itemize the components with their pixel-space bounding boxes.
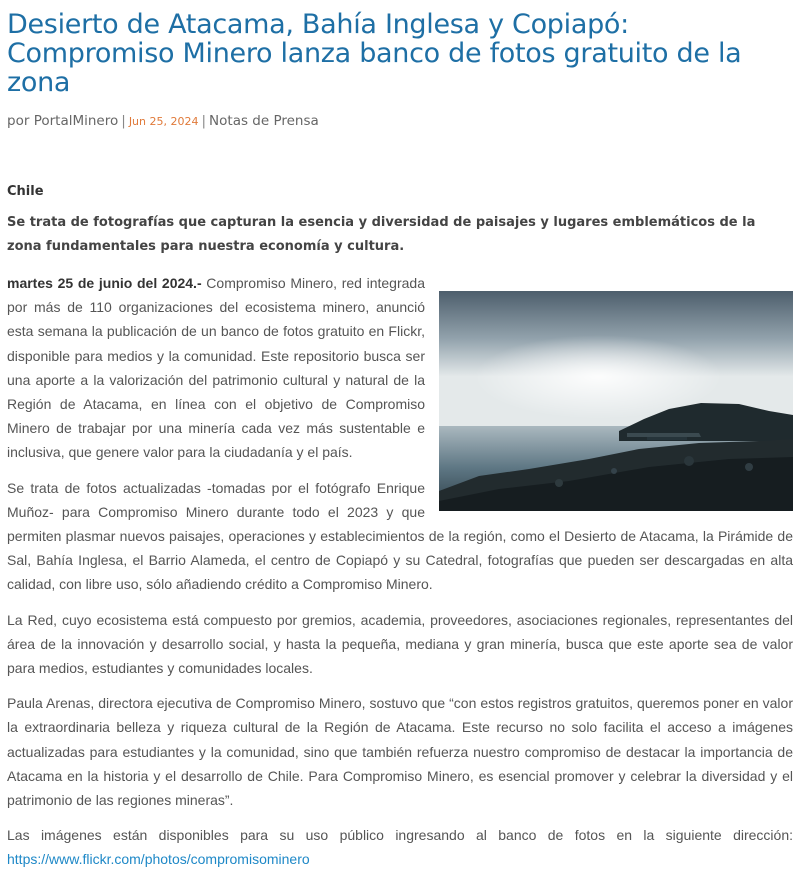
coastal-landscape-photo (439, 291, 793, 511)
publish-date: Jun 25, 2024 (128, 115, 199, 128)
dateline: martes 25 de junio del 2024.- (7, 275, 202, 291)
author-link[interactable]: PortalMinero (33, 113, 119, 129)
paragraph-1-text: Compromiso Minero, red integrada por más de 110 organizaciones del ecosistema minero, anunció esta semana la publicación de un banco de fotos gratuito en Flickr, disponible para medios y la comunidad. Este repositorio busca ser una aporte a la valorización del patrimonio cultural y natural de la Región de Atacama, en línea con el objetivo de Compromiso Minero de trabajar por una minería cada vez más sustentable e inclusiva, que genere valor para la ciudadanía y el país. (7, 275, 425, 461)
country-label: Chile (7, 184, 44, 199)
meta-separator: | (201, 113, 207, 129)
meta-separator: | (121, 113, 126, 129)
article-title: Desierto de Atacama, Bahía Inglesa y Copiapó: Compromiso Minero lanza banco de fotos gratuito de la zona (7, 9, 742, 98)
byline-prefix: por (7, 113, 30, 129)
article-meta (7, 113, 319, 129)
article-body (7, 271, 793, 883)
paragraph-2: Se trata de fotos actualizadas -tomadas por el fotógrafo Enrique Muñoz- para Compromiso Minero durante todo el 2023 y que permiten plasmar nuevos paisajes, operaciones y establecimientos de la región, como el Desierto de Atacama, la Pirámide de Sal, Bahía Inglesa, el Barrio Alameda, el centro de Copiapó y su Catedral, fotografías que pueden ser descargadas en alta calidad, con libre uso, sólo añadiendo crédito a Compromiso Minero. (7, 479, 793, 593)
flickr-link[interactable]: https://www.flickr.com/photos/compromisominero (7, 851, 310, 868)
article-lead: Se trata de fotografías que capturan la esencia y diversidad de paisajes y lugares emblemáticos de la zona fundamentales para nuestra economía y cultura. (7, 215, 756, 254)
paragraph-5-text: Las imágenes están disponibles para su uso público ingresando al banco de fotos en la siguiente dirección: (7, 827, 793, 844)
paragraph-5 (7, 823, 793, 871)
category-link[interactable]: Notas de Prensa (209, 113, 319, 129)
paragraph-4: Paula Arenas, directora ejecutiva de Compromiso Minero, sostuvo que “con estos registros gratuitos, queremos poner en valor la extraordinaria belleza y riqueza cultural de la Región de Atacama. Este recurso no solo facilita el acceso a imágenes actualizadas para estudiantes y la comunidad, sino que también refuerza nuestro compromiso de destacar la importancia de Atacama en la historia y el desarrollo de Chile. Para Compromiso Minero, es esencial promover y celebrar la diversidad y el patrimonio de las regiones mineras”. (7, 695, 793, 809)
paragraph-3: La Red, cuyo ecosistema está compuesto por gremios, academia, proveedores, asociaciones regionales, representantes del área de la innovación y desarrollo social, y hasta la pequeña, mediana y gran minería, busca que este aporte sea de valor para medios, estudiantes y comunidades locales. (7, 611, 793, 677)
